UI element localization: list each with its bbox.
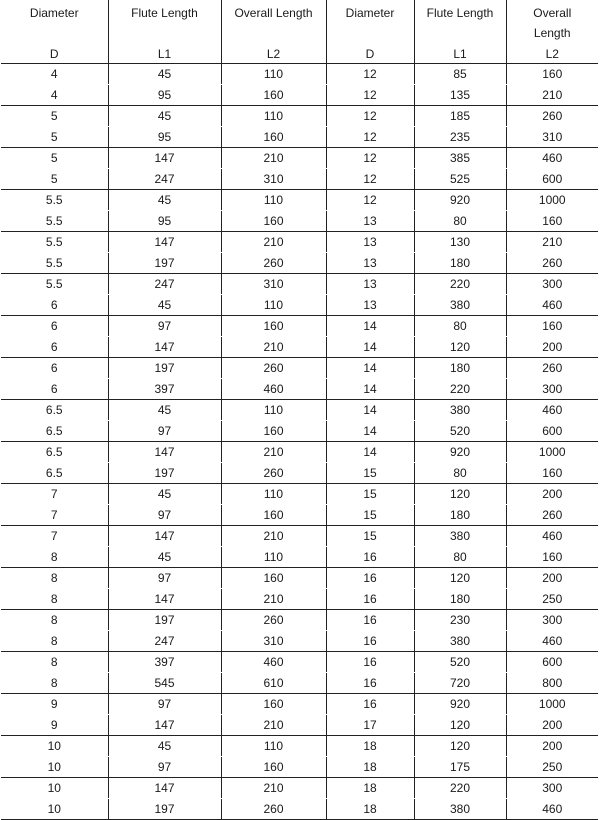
table-row <box>1 232 598 253</box>
table-row <box>1 463 598 484</box>
cell-flute-length: 45 <box>108 400 221 421</box>
cell-overall-length: 260 <box>221 253 326 274</box>
table-row <box>1 169 598 190</box>
cell-diameter-2: 16 <box>326 631 414 652</box>
cell-diameter-2: 12 <box>326 190 414 211</box>
cell-overall-length: 110 <box>221 106 326 127</box>
cell-flute-length: 97 <box>108 694 221 715</box>
cell-overall-length-2: 200 <box>506 337 598 358</box>
table-row <box>1 484 598 505</box>
cell-overall-length-2: 260 <box>506 253 598 274</box>
cell-overall-length-2: 300 <box>506 379 598 400</box>
cell-diameter-2: 12 <box>326 64 414 85</box>
cell-overall-length: 110 <box>221 64 326 85</box>
cell-overall-length-2: 600 <box>506 169 598 190</box>
cell-flute-length-2: 180 <box>414 253 506 274</box>
cell-overall-length-2: 160 <box>506 64 598 85</box>
cell-flute-length-2: 120 <box>414 736 506 757</box>
cell-overall-length-2: 800 <box>506 673 598 694</box>
cell-overall-length: 610 <box>221 673 326 694</box>
cell-flute-length-2: 220 <box>414 778 506 799</box>
cell-overall-length: 260 <box>221 358 326 379</box>
cell-flute-length-2: 235 <box>414 127 506 148</box>
cell-flute-length-2: 520 <box>414 421 506 442</box>
cell-diameter-2: 15 <box>326 484 414 505</box>
cell-diameter-2: 13 <box>326 211 414 232</box>
cell-diameter-2: 12 <box>326 169 414 190</box>
cell-overall-length-2: 200 <box>506 484 598 505</box>
cell-overall-length: 160 <box>221 211 326 232</box>
cell-overall-length-2: 260 <box>506 505 598 526</box>
cell-flute-length-2: 920 <box>414 190 506 211</box>
cell-diameter: 6 <box>50 361 58 375</box>
cell-overall-length: 310 <box>221 169 326 190</box>
cell-diameter-2: 16 <box>326 673 414 694</box>
cell-diameter-2: 14 <box>326 400 414 421</box>
cell-flute-length-2: 380 <box>414 295 506 316</box>
cell-diameter-2: 13 <box>326 253 414 274</box>
table-row <box>1 421 598 442</box>
cell-diameter: 8 <box>1 547 108 568</box>
cell-flute-length: 45 <box>108 736 221 757</box>
cell-diameter: 4 <box>50 67 58 81</box>
cell-overall-length-2: 160 <box>506 211 598 232</box>
table-row <box>1 253 598 274</box>
table-row <box>1 631 598 652</box>
cell-flute-length: 147 <box>108 232 221 253</box>
cell-overall-length-2: 460 <box>506 631 598 652</box>
table-row <box>1 799 598 820</box>
table-row <box>1 673 598 694</box>
symbol-l2-2: L2 <box>506 45 598 64</box>
cell-diameter: 7 <box>1 505 108 526</box>
table-row <box>1 190 598 211</box>
cell-flute-length: 95 <box>108 85 221 106</box>
cell-flute-length: 147 <box>108 442 221 463</box>
cell-diameter: 6 <box>1 295 108 316</box>
cell-flute-length: 97 <box>108 757 221 778</box>
cell-flute-length-2: 185 <box>414 106 506 127</box>
cell-diameter: 8 <box>1 589 108 610</box>
cell-flute-length-2: 120 <box>414 337 506 358</box>
cell-flute-length-2: 120 <box>414 568 506 589</box>
cell-flute-length: 147 <box>108 148 221 169</box>
cell-flute-length: 147 <box>108 526 221 547</box>
cell-overall-length-2: 200 <box>506 568 598 589</box>
cell-diameter-2: 13 <box>326 274 414 295</box>
cell-flute-length-2: 80 <box>414 547 506 568</box>
cell-flute-length-2: 220 <box>414 379 506 400</box>
cell-diameter-2: 14 <box>326 358 414 379</box>
cell-diameter-2: 14 <box>326 442 414 463</box>
cell-overall-length: 160 <box>221 757 326 778</box>
cell-flute-length-2: 175 <box>414 757 506 778</box>
table-row <box>1 148 598 169</box>
cell-flute-length-2: 385 <box>414 148 506 169</box>
cell-flute-length-2: 180 <box>414 589 506 610</box>
cell-diameter: 8 <box>50 655 58 669</box>
cell-diameter: 5.5 <box>1 211 108 232</box>
symbol-l1-2: L1 <box>414 45 506 64</box>
cell-overall-length: 110 <box>221 400 326 421</box>
cell-diameter: 6 <box>1 379 108 400</box>
cell-flute-length: 95 <box>108 127 221 148</box>
cell-diameter-2: 18 <box>326 778 414 799</box>
cell-diameter-2: 15 <box>326 526 414 547</box>
cell-diameter-2: 14 <box>326 379 414 400</box>
cell-diameter-2: 16 <box>326 568 414 589</box>
table-row <box>1 757 598 778</box>
table-row <box>1 106 598 127</box>
cell-overall-length-2: 600 <box>506 652 598 673</box>
cell-flute-length-2: 180 <box>414 358 506 379</box>
table-row <box>1 85 598 106</box>
cell-flute-length-2: 180 <box>414 505 506 526</box>
cell-overall-length: 260 <box>221 610 326 631</box>
symbol-d-2: D <box>326 45 414 64</box>
cell-overall-length-2: 460 <box>506 799 598 820</box>
symbol-l2: L2 <box>221 45 326 64</box>
cell-diameter: 8 <box>1 673 108 694</box>
cell-diameter-2: 16 <box>326 652 414 673</box>
symbol-row <box>1 45 598 64</box>
cell-overall-length: 210 <box>221 715 326 736</box>
cell-diameter: 8 <box>50 571 58 585</box>
cell-diameter: 5.5 <box>1 253 108 274</box>
cell-diameter: 5.5 <box>45 193 63 207</box>
cell-overall-length: 310 <box>221 274 326 295</box>
cell-diameter-2: 18 <box>326 757 414 778</box>
cell-flute-length: 45 <box>108 190 221 211</box>
cell-diameter: 10 <box>47 781 61 795</box>
cell-overall-length-2: 210 <box>506 85 598 106</box>
header-overall-length-2-text: Overall Length <box>533 6 572 40</box>
cell-diameter: 7 <box>50 529 58 543</box>
cell-overall-length: 160 <box>221 568 326 589</box>
table-row <box>1 547 598 568</box>
cell-flute-length-2: 80 <box>414 316 506 337</box>
table-row <box>1 274 598 295</box>
cell-overall-length-2: 460 <box>506 295 598 316</box>
header-diameter-2: Diameter <box>326 0 414 45</box>
table-row <box>1 568 598 589</box>
cell-overall-length-2: 200 <box>506 715 598 736</box>
cell-flute-length: 247 <box>108 274 221 295</box>
cell-diameter-2: 18 <box>326 736 414 757</box>
cell-overall-length-2: 600 <box>506 421 598 442</box>
cell-diameter: 5.5 <box>45 235 63 249</box>
cell-diameter: 7 <box>50 487 58 501</box>
cell-diameter: 5 <box>1 127 108 148</box>
cell-overall-length: 160 <box>221 694 326 715</box>
cell-overall-length: 210 <box>221 589 326 610</box>
cell-overall-length-2: 1000 <box>506 442 598 463</box>
cell-overall-length: 110 <box>221 547 326 568</box>
cell-diameter-2: 16 <box>326 610 414 631</box>
cell-overall-length-2: 160 <box>506 463 598 484</box>
cell-diameter-2: 13 <box>326 295 414 316</box>
cell-overall-length-2: 260 <box>506 358 598 379</box>
cell-flute-length-2: 220 <box>414 274 506 295</box>
cell-flute-length: 197 <box>108 358 221 379</box>
cell-diameter-2: 16 <box>326 694 414 715</box>
cell-flute-length-2: 380 <box>414 526 506 547</box>
cell-diameter: 10 <box>1 799 108 820</box>
header-overall-length: Overall Length <box>221 0 326 45</box>
table-row <box>1 400 598 421</box>
table-row <box>1 652 598 673</box>
cell-flute-length-2: 85 <box>414 64 506 85</box>
cell-overall-length: 260 <box>221 463 326 484</box>
dimension-table <box>1 0 598 820</box>
cell-flute-length-2: 380 <box>414 400 506 421</box>
table-row <box>1 295 598 316</box>
cell-flute-length: 95 <box>108 211 221 232</box>
cell-flute-length-2: 380 <box>414 631 506 652</box>
cell-overall-length-2: 260 <box>506 106 598 127</box>
cell-flute-length: 45 <box>108 547 221 568</box>
cell-overall-length-2: 160 <box>506 316 598 337</box>
cell-diameter-2: 14 <box>326 337 414 358</box>
cell-overall-length: 210 <box>221 232 326 253</box>
cell-diameter: 5.5 <box>45 277 63 291</box>
cell-flute-length: 97 <box>108 505 221 526</box>
cell-diameter: 9 <box>1 715 108 736</box>
cell-overall-length: 260 <box>221 799 326 820</box>
cell-flute-length-2: 380 <box>414 799 506 820</box>
cell-overall-length: 110 <box>221 190 326 211</box>
header-overall-length-2 <box>506 0 598 45</box>
cell-flute-length: 247 <box>108 631 221 652</box>
cell-diameter-2: 13 <box>326 232 414 253</box>
cell-overall-length-2: 300 <box>506 778 598 799</box>
cell-overall-length: 460 <box>221 379 326 400</box>
cell-flute-length-2: 525 <box>414 169 506 190</box>
cell-flute-length: 97 <box>108 568 221 589</box>
cell-flute-length-2: 230 <box>414 610 506 631</box>
header-flute-length: Flute Length <box>108 0 221 45</box>
symbol-d: D <box>1 45 108 64</box>
cell-overall-length: 160 <box>221 505 326 526</box>
header-diameter: Diameter <box>29 6 79 20</box>
cell-diameter-2: 12 <box>326 148 414 169</box>
table-row <box>1 610 598 631</box>
cell-diameter-2: 14 <box>326 316 414 337</box>
cell-overall-length-2: 460 <box>506 148 598 169</box>
table-row <box>1 694 598 715</box>
cell-flute-length: 147 <box>108 715 221 736</box>
cell-flute-length-2: 720 <box>414 673 506 694</box>
cell-diameter-2: 16 <box>326 547 414 568</box>
cell-overall-length: 160 <box>221 421 326 442</box>
cell-overall-length: 110 <box>221 736 326 757</box>
cell-diameter-2: 15 <box>326 463 414 484</box>
table-row <box>1 589 598 610</box>
table-row <box>1 64 598 85</box>
cell-diameter: 4 <box>1 85 108 106</box>
cell-overall-length: 160 <box>221 127 326 148</box>
cell-overall-length-2: 300 <box>506 610 598 631</box>
cell-flute-length-2: 520 <box>414 652 506 673</box>
cell-overall-length: 210 <box>221 778 326 799</box>
cell-diameter: 5 <box>1 169 108 190</box>
header-row <box>1 0 598 45</box>
cell-overall-length-2: 310 <box>506 127 598 148</box>
cell-overall-length: 160 <box>221 316 326 337</box>
cell-flute-length: 45 <box>108 484 221 505</box>
cell-diameter: 8 <box>50 613 58 627</box>
cell-flute-length: 97 <box>108 316 221 337</box>
cell-diameter: 6 <box>50 319 58 333</box>
cell-flute-length: 147 <box>108 589 221 610</box>
table-row <box>1 778 598 799</box>
cell-flute-length-2: 920 <box>414 442 506 463</box>
cell-flute-length: 545 <box>108 673 221 694</box>
cell-overall-length-2: 160 <box>506 547 598 568</box>
cell-diameter-2: 18 <box>326 799 414 820</box>
table-row <box>1 526 598 547</box>
cell-flute-length: 197 <box>108 610 221 631</box>
table-body <box>1 64 598 820</box>
cell-diameter: 6.5 <box>1 421 108 442</box>
cell-flute-length-2: 130 <box>414 232 506 253</box>
cell-overall-length-2: 210 <box>506 232 598 253</box>
cell-diameter: 8 <box>1 631 108 652</box>
table-row <box>1 715 598 736</box>
cell-overall-length: 160 <box>221 85 326 106</box>
cell-overall-length: 210 <box>221 148 326 169</box>
cell-diameter: 5 <box>50 151 58 165</box>
cell-diameter-2: 12 <box>326 127 414 148</box>
cell-flute-length: 45 <box>108 106 221 127</box>
table-row <box>1 736 598 757</box>
cell-diameter: 10 <box>47 739 61 753</box>
cell-overall-length: 110 <box>221 295 326 316</box>
cell-flute-length: 397 <box>108 379 221 400</box>
table-row <box>1 379 598 400</box>
cell-diameter: 6.5 <box>45 445 63 459</box>
cell-overall-length-2: 250 <box>506 589 598 610</box>
cell-flute-length-2: 80 <box>414 463 506 484</box>
cell-overall-length: 210 <box>221 442 326 463</box>
cell-overall-length: 310 <box>221 631 326 652</box>
cell-flute-length: 97 <box>108 421 221 442</box>
cell-flute-length: 147 <box>108 337 221 358</box>
cell-flute-length: 197 <box>108 253 221 274</box>
cell-flute-length: 397 <box>108 652 221 673</box>
cell-diameter-2: 12 <box>326 106 414 127</box>
cell-flute-length: 147 <box>108 778 221 799</box>
cell-flute-length-2: 120 <box>414 484 506 505</box>
cell-diameter: 6.5 <box>45 403 63 417</box>
cell-flute-length: 45 <box>108 295 221 316</box>
cell-overall-length-2: 1000 <box>506 694 598 715</box>
cell-overall-length-2: 250 <box>506 757 598 778</box>
cell-overall-length-2: 200 <box>506 736 598 757</box>
cell-flute-length-2: 135 <box>414 85 506 106</box>
table-row <box>1 316 598 337</box>
cell-overall-length-2: 1000 <box>506 190 598 211</box>
table-row <box>1 358 598 379</box>
cell-overall-length: 210 <box>221 526 326 547</box>
cell-diameter-2: 17 <box>326 715 414 736</box>
cell-diameter-2: 12 <box>326 85 414 106</box>
table-row <box>1 211 598 232</box>
cell-overall-length: 110 <box>221 484 326 505</box>
table-row <box>1 505 598 526</box>
table-row <box>1 337 598 358</box>
cell-overall-length-2: 460 <box>506 400 598 421</box>
cell-diameter-2: 16 <box>326 589 414 610</box>
cell-diameter-2: 14 <box>326 421 414 442</box>
cell-overall-length: 460 <box>221 652 326 673</box>
cell-flute-length: 247 <box>108 169 221 190</box>
cell-diameter: 6 <box>1 337 108 358</box>
cell-flute-length-2: 80 <box>414 211 506 232</box>
cell-flute-length: 45 <box>108 64 221 85</box>
cell-diameter: 6.5 <box>1 463 108 484</box>
cell-diameter: 9 <box>50 697 58 711</box>
cell-diameter: 5 <box>50 109 58 123</box>
table-row <box>1 127 598 148</box>
cell-flute-length-2: 120 <box>414 715 506 736</box>
cell-diameter-2: 15 <box>326 505 414 526</box>
cell-flute-length-2: 920 <box>414 694 506 715</box>
cell-overall-length-2: 300 <box>506 274 598 295</box>
symbol-l1: L1 <box>108 45 221 64</box>
cell-overall-length-2: 460 <box>506 526 598 547</box>
table-row <box>1 442 598 463</box>
cell-flute-length: 197 <box>108 799 221 820</box>
cell-flute-length: 197 <box>108 463 221 484</box>
header-flute-length-2: Flute Length <box>414 0 506 45</box>
cell-overall-length: 210 <box>221 337 326 358</box>
cell-diameter: 10 <box>1 757 108 778</box>
